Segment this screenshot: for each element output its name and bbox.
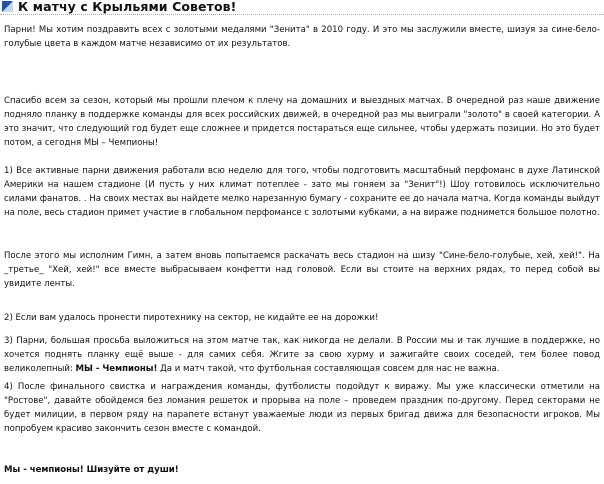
paragraph-thanks: Спасибо всем за сезон, который мы прошли плечом к плечу на домашних и выездных матчах. В очередной раз наше движение подняло планку в поддержке команды для всех российских движей, в очередной раз мы выиграли "золото" в своей категории. А это значит, что следующий год будет еще сложнее и придется постараться еще сильнее, чтобы удержать позиции. Но это будет потом, а сегодня МЫ – Чемпионы! [4, 96, 600, 148]
paragraph-closing [4, 463, 600, 477]
article-title: К матчу с Крыльями Советов! [18, 0, 237, 14]
article-header [0, 0, 604, 16]
title-divider [0, 14, 604, 15]
paragraph-request-text: 3) Парни, большая просьба выложиться на этом матче так, как никогда не делали. В России мы и так лучшие в поддержке, но хочется поднять планку ещё выше - для самих себя. Жгите за свою хурму и зажигайте своих соседей, тем более повод великолепный: [4, 336, 600, 374]
paragraph-anthem: После этого мы исполним Гимн, а затем вновь попытаемся раскачать весь стадион на шизу "Сине-бело-голубые, хей, хей!". На _третье_ "Хей, хей!" все вместе выбрасываем конфетти над головой. Если вы стоите на верхних рядах, то перед собой вы увидите ленты. [4, 251, 600, 289]
paragraph-request-bold: МЫ - Чемпионы! [75, 364, 158, 374]
paragraph-final-whistle: 4) После финального свистка и награждения команды, футболисты подойдут к виражу. Мы уже классически отметили на "Ростове", давайте обойдемся без ломания решеток и прорыва на поле – проведем праздник по-другому. Перед секторами не будет милиции, в первом ряду на парапете встанут уважаемые люди из первых бригад движа для безопасности игроков. Мы попробуем красиво закончить сезон вместе с командой. [4, 382, 600, 434]
closing-slogan: Мы - чемпионы! Шизуйте от души! [4, 465, 179, 475]
paragraph-congratulations: Парни! Мы хотим поздравить всех с золотыми медалями "Зенита" в 2010 году. И это мы заслужили вместе, шизуя за сине-бело-голубые цвета в каждом матче независимо от их результатов. [4, 25, 600, 49]
paragraph-pyrotechnics: 2) Если вам удалось пронести пиротехнику на сектор, не кидайте ее на дорожки! [4, 313, 379, 323]
paragraph-request-tail: Да и матч такой, что футбольная составляющая совсем для нас не важна. [157, 364, 500, 374]
paragraph-performance: 1) Все активные парни движения работали всю неделю для того, чтобы подготовить масштабный перфоманс в духе Латинской Америки на нашем стадионе (И пусть у них климат потеплее - зато мы гоняем за "Зенит"!) Шоу готовилось исключительно силами фанатов. . На своих местах вы найдете мелко нарезанную бумагу - сохраните ее до начала матча. Когда команды выйдут на поле, весь стадион примет участие в глобальном перфомансе с золотыми кубками, а на вираже поднимется большое полотно. [4, 166, 600, 218]
diagonal-square-icon [2, 1, 13, 12]
paragraph-request [4, 334, 600, 376]
